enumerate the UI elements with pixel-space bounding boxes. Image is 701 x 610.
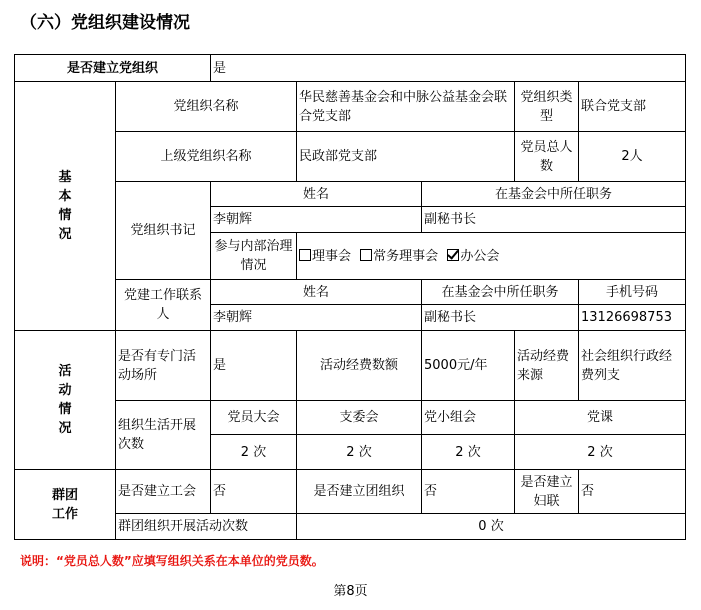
mass-activities-label: 群团组织开展活动次数 <box>116 514 297 540</box>
youth-value[interactable]: 否 <box>422 470 515 514</box>
party-organization-form <box>14 54 686 540</box>
venue-label: 是否有专门活动场所 <box>116 331 211 401</box>
session-count-party-congress[interactable]: 2 次 <box>211 435 297 470</box>
secretary-label: 党组织书记 <box>116 182 211 280</box>
women-label: 是否建立妇联 <box>515 470 579 514</box>
governance-options <box>297 233 686 280</box>
activity-section-label: 活 动 情 况 <box>15 331 116 470</box>
members-total-value[interactable]: 2人 <box>579 132 686 182</box>
secretary-position[interactable]: 副秘书长 <box>422 207 686 233</box>
contact-position[interactable]: 副秘书长 <box>422 305 579 331</box>
page-number: 第8页 <box>333 584 368 599</box>
funds-label: 活动经费数额 <box>297 331 422 401</box>
contact-col-phone: 手机号码 <box>579 280 686 305</box>
org-type-label: 党组织类型 <box>515 82 579 132</box>
youth-label: 是否建立团组织 <box>297 470 422 514</box>
session-name-group: 党小组会 <box>422 401 515 435</box>
session-name-committee: 支委会 <box>297 401 422 435</box>
women-value[interactable]: 否 <box>579 470 686 514</box>
funds-source-label: 活动经费来源 <box>515 331 579 401</box>
session-count-committee[interactable]: 2 次 <box>297 435 422 470</box>
mass-activities-value[interactable]: 0 次 <box>297 514 686 540</box>
checkbox-checked-icon[interactable] <box>447 249 459 261</box>
established-label: 是否建立党组织 <box>15 55 211 82</box>
session-name-lecture: 党课 <box>515 401 686 435</box>
union-value[interactable]: 否 <box>211 470 297 514</box>
funds-source-value[interactable]: 社会组织行政经费列支 <box>579 331 686 401</box>
governance-option-standing-council[interactable]: 常务理事会 <box>360 249 438 264</box>
secretary-col-name: 姓名 <box>211 182 422 207</box>
union-label: 是否建立工会 <box>116 470 211 514</box>
checkbox-icon[interactable] <box>299 249 311 261</box>
contact-label: 党建工作联系人 <box>116 280 211 331</box>
funds-value[interactable]: 5000元/年 <box>422 331 515 401</box>
session-count-group[interactable]: 2 次 <box>422 435 515 470</box>
parent-org-value[interactable]: 民政部党支部 <box>297 132 515 182</box>
org-name-label: 党组织名称 <box>116 82 297 132</box>
members-total-label: 党员总人数 <box>515 132 579 182</box>
checkbox-icon[interactable] <box>360 249 372 261</box>
contact-col-name: 姓名 <box>211 280 422 305</box>
governance-option-council[interactable]: 理事会 <box>299 249 351 264</box>
section-title: （六）党组织建设情况 <box>20 13 190 33</box>
parent-org-label: 上级党组织名称 <box>116 132 297 182</box>
governance-option-office-meeting[interactable]: 办公会 <box>447 249 499 264</box>
basic-section-label: 基 本 情 况 <box>15 82 116 331</box>
secretary-col-position: 在基金会中所任职务 <box>422 182 686 207</box>
secretary-name[interactable]: 李朝辉 <box>211 207 422 233</box>
venue-value[interactable]: 是 <box>211 331 297 401</box>
mass-section-label: 群团 工作 <box>15 470 116 540</box>
org-name-value[interactable]: 华民慈善基金会和中脉公益基金会联合党支部 <box>297 82 515 132</box>
contact-col-position: 在基金会中所任职务 <box>422 280 579 305</box>
established-value[interactable]: 是 <box>211 55 686 82</box>
sessions-label: 组织生活开展次数 <box>116 401 211 470</box>
form-note: 说明：“党员总人数”应填写组织关系在本单位的党员数。 <box>20 554 324 568</box>
governance-label: 参与内部治理情况 <box>211 233 297 280</box>
session-name-party-congress: 党员大会 <box>211 401 297 435</box>
session-count-lecture[interactable]: 2 次 <box>515 435 686 470</box>
contact-name[interactable]: 李朝辉 <box>211 305 422 331</box>
contact-phone[interactable]: 13126698753 <box>579 305 686 331</box>
org-type-value[interactable]: 联合党支部 <box>579 82 686 132</box>
